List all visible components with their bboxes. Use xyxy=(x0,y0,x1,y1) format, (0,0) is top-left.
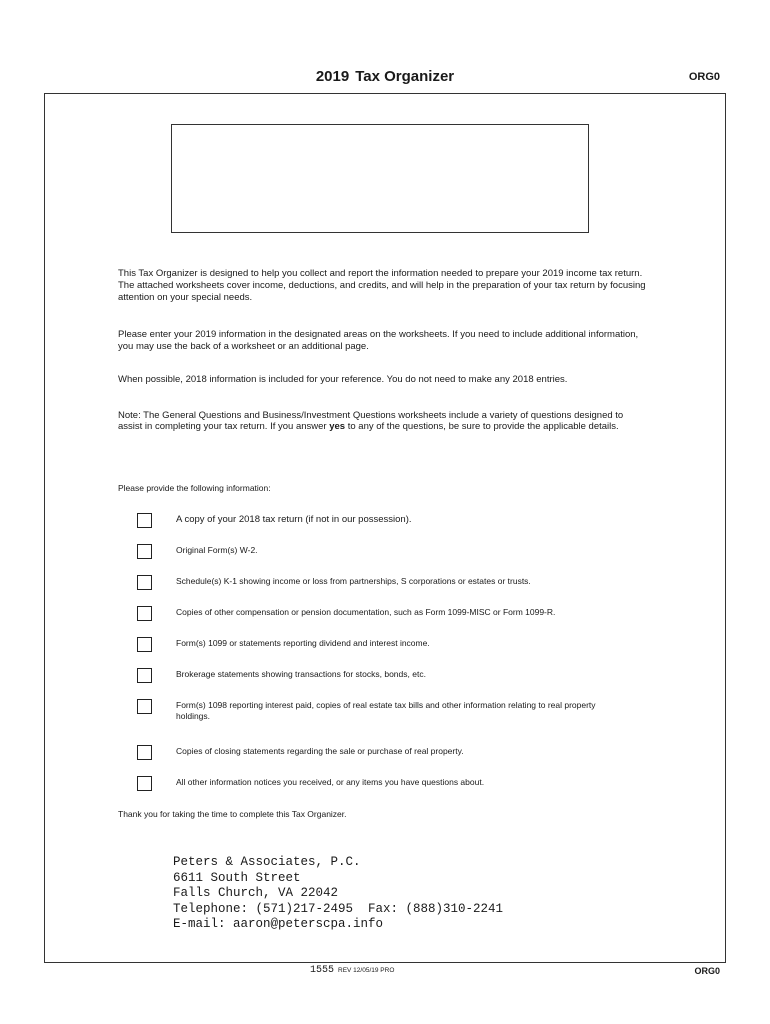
checklist-item-label: Form(s) 1099 or statements reporting dividend and interest income. xyxy=(176,638,430,648)
checkbox[interactable] xyxy=(137,513,152,528)
note-paragraph xyxy=(118,411,648,432)
page-title xyxy=(0,68,770,85)
checklist-item-label: Original Form(s) W-2. xyxy=(176,545,258,555)
preparer-phone: Telephone: (571)217-2495 Fax: (888)310-2241 xyxy=(173,901,504,916)
page-footer xyxy=(310,965,394,976)
form-code-bottom: ORG0 xyxy=(694,966,720,976)
checklist-item-label: A copy of your 2018 tax return (if not in our possession). xyxy=(176,514,412,525)
instructions-paragraph: Please enter your 2019 information in the designated areas on the worksheets. If you need to include additional information, you may use the back of a worksheet or an additional page. xyxy=(118,329,639,352)
thank-you-note: Thank you for taking the time to complete this Tax Organizer. xyxy=(118,809,347,819)
title-year: 2019 xyxy=(315,68,350,85)
prior-year-paragraph: When possible, 2018 information is included for your reference. You do not need to make any 2018 entries. xyxy=(118,374,568,385)
footer-revision: REV 12/05/19 PRO xyxy=(338,967,395,974)
preparer-street: 6611 South Street xyxy=(173,870,301,885)
checklist-item-label: Form(s) 1098 reporting interest paid, copies of real estate tax bills and other information relating to real property holdings. xyxy=(176,700,596,721)
checkbox[interactable] xyxy=(137,668,152,683)
checklist-item-label: Brokerage statements showing transactions for stocks, bonds, etc. xyxy=(176,669,426,679)
preparer-name: Peters & Associates, P.C. xyxy=(173,855,361,869)
client-info-box xyxy=(171,124,589,233)
checkbox[interactable] xyxy=(137,544,152,559)
checklist-item-label: All other information notices you received, or any items you have questions about. xyxy=(176,777,485,787)
checkbox[interactable] xyxy=(137,776,152,791)
checkbox[interactable] xyxy=(137,606,152,621)
checkbox[interactable] xyxy=(137,575,152,590)
title-text: Tax Organizer xyxy=(355,68,455,85)
provide-heading: Please provide the following information: xyxy=(118,483,271,493)
checklist-item-label: Copies of closing statements regarding the sale or purchase of real property. xyxy=(176,746,464,756)
form-code-top: ORG0 xyxy=(688,71,720,83)
checkbox[interactable] xyxy=(137,637,152,652)
checkbox[interactable] xyxy=(137,699,152,714)
note-text-end: to any of the questions, be sure to provide the applicable details. xyxy=(345,420,619,432)
intro-paragraph: This Tax Organizer is designed to help you collect and report the information needed to prepare your 2019 income tax return. The attached worksheets cover income, deductions, and credits, and will help in the preparation of your tax return by focusing attention on your special needs. xyxy=(118,268,646,303)
footer-number: 1555 xyxy=(310,965,335,976)
note-text-bold: yes xyxy=(329,420,346,432)
preparer-address xyxy=(173,855,503,933)
preparer-email: E-mail: aaron@peterscpa.info xyxy=(173,917,384,931)
checkbox[interactable] xyxy=(137,745,152,760)
checklist-item-label: Copies of other compensation or pension documentation, such as Form 1099-MISC or Form 1099-R. xyxy=(176,607,556,617)
note-text-start: Note: The General Questions and Business/Investment Questions worksheets include a variety of questions designed to assist in completing your tax return. If you answer xyxy=(118,410,624,432)
checklist-item-label: Schedule(s) K-1 showing income or loss from partnerships, S corporations or estates or trusts. xyxy=(176,576,531,586)
preparer-city: Falls Church, VA 22042 xyxy=(173,886,339,900)
